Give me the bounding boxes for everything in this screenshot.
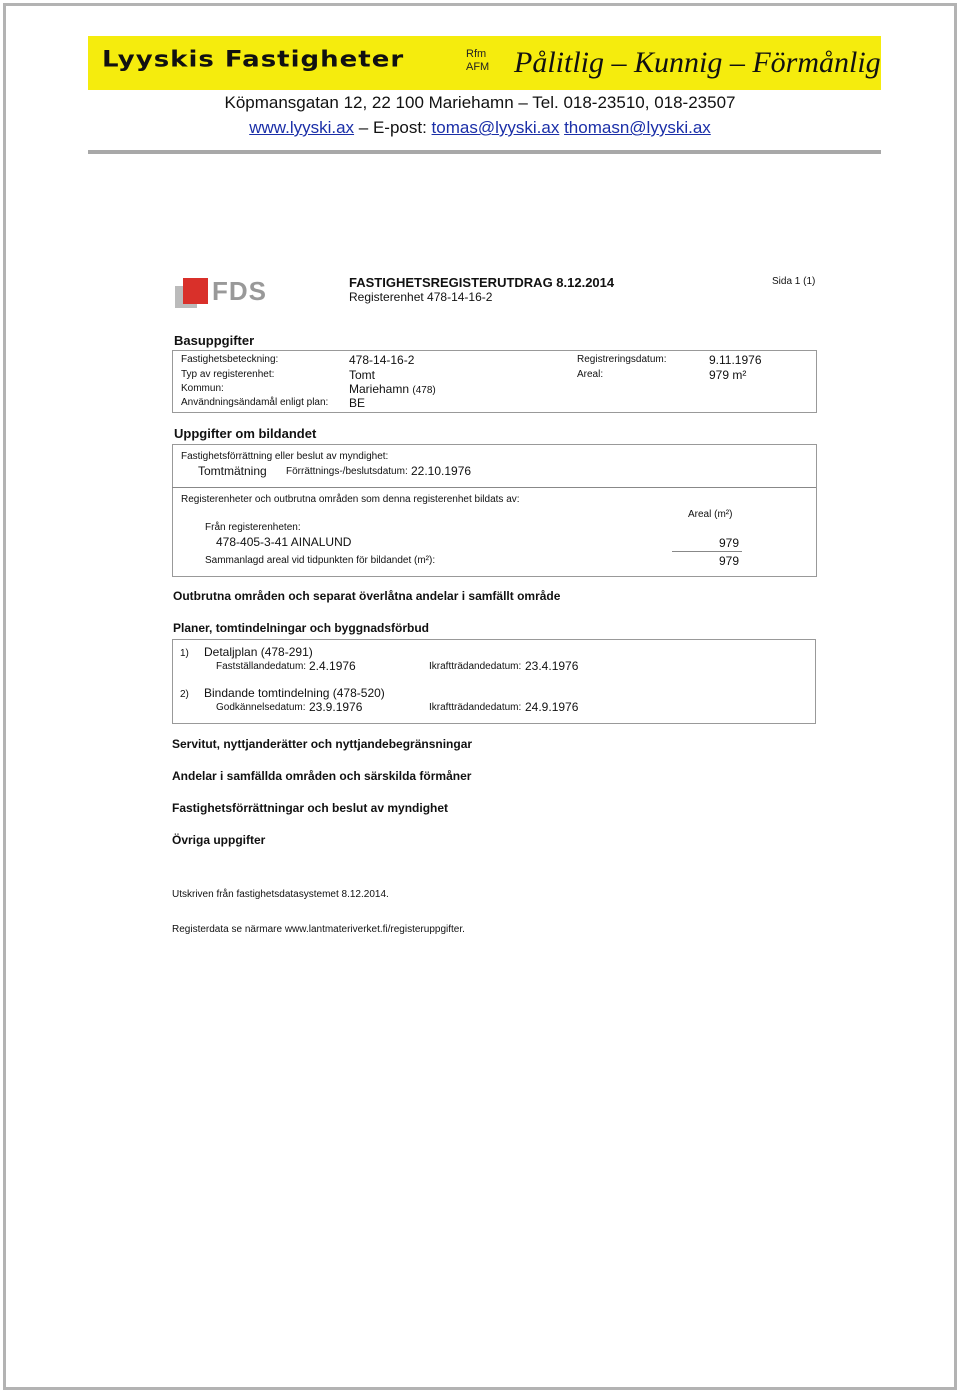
plan-2-name: Bindande tomtindelning (478-520) xyxy=(204,686,385,700)
plan-2-effective-label: Ikraftträdandedatum: xyxy=(429,702,522,713)
plan-1-name: Detaljplan (478-291) xyxy=(204,645,313,659)
plan-1-date: 2.4.1976 xyxy=(309,659,356,673)
rfm-afm-mark xyxy=(466,48,489,74)
plans-heading: Planer, tomtindelningar och byggnadsförbud xyxy=(173,621,430,635)
afm-label: AFM xyxy=(466,61,490,73)
extract-subtitle: Registerenhet 478-14-16-2 xyxy=(349,290,493,304)
slogan: Pålitlig – Kunnig – Förmånlig xyxy=(514,46,881,79)
contact-links xyxy=(0,118,960,138)
from-unit-label: Från registerenheten: xyxy=(205,522,301,533)
plan-2-date: 23.9.1976 xyxy=(309,700,363,714)
formation-heading: Uppgifter om bildandet xyxy=(174,426,317,441)
from-unit-area: 979 xyxy=(719,536,740,550)
plan-1-date-label: Fastställandedatum: xyxy=(216,661,307,672)
basic-label-3: Kommun: xyxy=(181,383,224,394)
email-link-2[interactable]: thomasn@lyyski.ax xyxy=(564,118,711,137)
area-sum-line xyxy=(672,551,742,552)
plan-2-number: 2) xyxy=(180,689,189,700)
basic-value-2: Tomt xyxy=(349,368,376,382)
area-column-header: Areal (m²) xyxy=(688,509,733,520)
header-divider xyxy=(88,150,881,154)
forrattningar-heading: Fastighetsförrättningar och beslut av myndighet xyxy=(172,801,449,815)
basic-label-2: Typ av registerenhet: xyxy=(181,369,275,380)
total-area-label: Sammanlagd areal vid tidpunkten för bildandet (m²): xyxy=(205,555,436,566)
letterhead-banner xyxy=(88,36,881,90)
formation-date-label: Förrättnings-/beslutsdatum: xyxy=(286,466,408,477)
address-line: Köpmansgatan 12, 22 100 Mariehamn – Tel. 018-23510, 018-23507 xyxy=(224,93,736,112)
footer-register-info: Registerdata se närmare www.lantmateriverket.fi/registeruppgifter. xyxy=(172,924,465,935)
servitut-heading: Servitut, nyttjanderätter och nyttjandebegränsningar xyxy=(172,737,473,751)
from-unit-value: 478-405-3-41 AINALUND xyxy=(216,535,352,549)
logo-red-square xyxy=(183,278,208,304)
basic-heading: Basuppgifter xyxy=(174,333,255,348)
ovriga-heading: Övriga uppgifter xyxy=(172,833,266,847)
page-number: Sida 1 (1) xyxy=(772,276,816,287)
area-value: 979 m² xyxy=(709,368,747,382)
total-area-value: 979 xyxy=(719,554,740,568)
decision-label: Fastighetsförrättning eller beslut av myndighet: xyxy=(181,451,389,462)
reg-date-value: 9.11.1976 xyxy=(709,353,762,367)
municipality-name: Mariehamn xyxy=(349,382,410,396)
reg-date-label: Registreringsdatum: xyxy=(577,354,667,365)
plan-2-date-label: Godkännelsedatum: xyxy=(216,702,306,713)
website-link[interactable]: www.lyyski.ax xyxy=(249,118,355,137)
email-separator: – E-post: xyxy=(354,118,432,137)
plan-2-effective-date: 24.9.1976 xyxy=(525,700,579,714)
plan-1-effective-date: 23.4.1976 xyxy=(525,659,579,673)
andelar-heading: Andelar i samfällda områden och särskilda förmåner xyxy=(172,769,472,783)
basic-value-1: 478-14-16-2 xyxy=(349,353,415,367)
outbrutna-heading: Outbrutna områden och separat överlåtna andelar i samfällt område xyxy=(173,589,561,603)
municipality-code: (478) xyxy=(412,385,436,396)
units-label: Registerenheter och outbrutna områden som denna registerenhet bildats av: xyxy=(181,494,520,505)
basic-value-4: BE xyxy=(349,396,366,410)
procedure-value: Tomtmätning xyxy=(198,464,267,478)
email-link-1[interactable]: tomas@lyyski.ax xyxy=(431,118,560,137)
footer-printed: Utskriven från fastighetsdatasystemet 8.12.2014. xyxy=(172,889,389,900)
company-logo: Lyyskis Fastigheter xyxy=(102,47,405,73)
basic-label-1: Fastighetsbeteckning: xyxy=(181,354,279,365)
extract-title: FASTIGHETSREGISTERUTDRAG 8.12.2014 xyxy=(349,275,615,290)
plan-1-number: 1) xyxy=(180,648,189,659)
basic-value-3 xyxy=(349,382,436,396)
formation-date-value: 22.10.1976 xyxy=(411,464,472,478)
rfm-label: Rfm xyxy=(466,48,487,60)
basic-label-4: Användningsändamål enligt plan: xyxy=(181,397,329,408)
fds-logo-text: FDS xyxy=(212,276,267,306)
area-label: Areal: xyxy=(577,369,604,380)
formation-divider xyxy=(172,487,816,488)
fds-logo xyxy=(175,276,265,312)
plan-1-effective-label: Ikraftträdandedatum: xyxy=(429,661,522,672)
